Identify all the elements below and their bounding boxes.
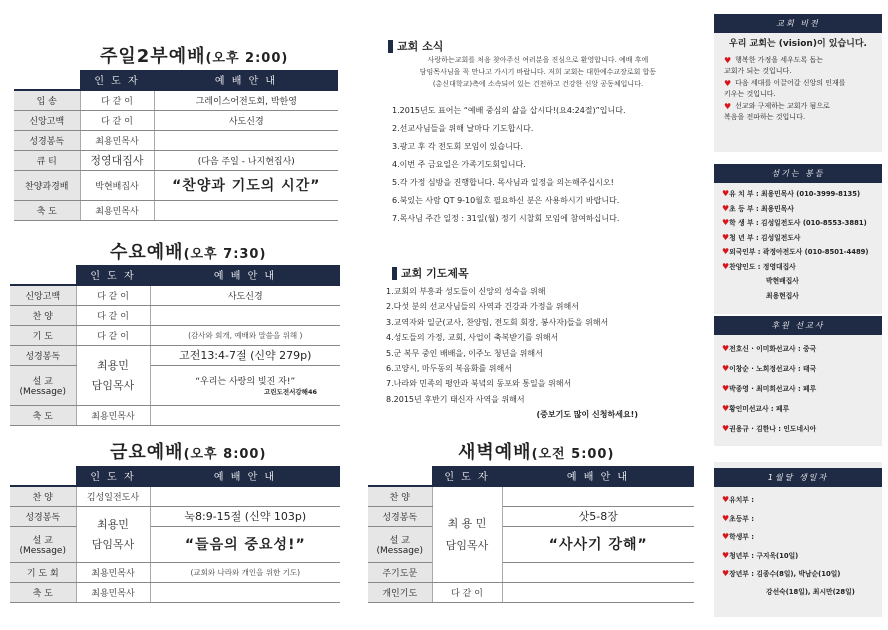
row-leader: 다 같 이 — [80, 110, 154, 130]
preacher-cell — [432, 486, 502, 582]
prayer-item: 4.성도들의 가정, 교회, 사업이 축복받기를 위해서 — [386, 333, 559, 343]
scripture-page: (신약 103p) — [244, 510, 307, 523]
fri-time: (오후 8:00) — [183, 447, 267, 462]
row-label: 개인기도 — [368, 582, 432, 602]
heart-icon: ♥ — [722, 344, 730, 353]
row-leader: 최용민목사 — [80, 130, 154, 150]
row-label: 주기도문 — [368, 562, 432, 582]
scripture-page: (신약 279p) — [250, 349, 312, 362]
staff-item — [722, 187, 874, 202]
staff-extra: 박현배집사 — [766, 277, 799, 285]
message-sub: (Message) — [19, 545, 66, 556]
birthday-item — [722, 565, 874, 584]
staff-item — [722, 245, 874, 260]
row-label: 찬양과경배 — [14, 170, 80, 200]
news-item: 3.광고 후 각 전도회 모임이 있습니다. — [392, 142, 524, 151]
missionary-item — [722, 399, 874, 419]
leader-header: 인 도 자 — [76, 265, 150, 285]
row-leader: 최용민목사 — [76, 405, 150, 425]
row-leader: 김성일전도사 — [76, 486, 150, 506]
row-label: 축 도 — [10, 582, 76, 602]
heart-icon: ♥ — [722, 384, 730, 393]
row-label: 기 도 회 — [10, 562, 76, 582]
vision-item — [724, 55, 872, 78]
prayer-item: 6.고양시, 마두동의 복음화를 위해서 — [386, 363, 512, 373]
prayer-note: (중보기도 많이 신청하세요!) — [536, 410, 638, 420]
preacher-cell — [76, 345, 150, 405]
fri-title-text: 금요예배 — [110, 442, 184, 463]
birthday-text: 학생부 : — [729, 533, 754, 541]
staff-heading: 섬기는 봉들 — [714, 164, 882, 183]
dawn-time: (오전 5:00) — [531, 447, 615, 462]
heart-icon: ♥ — [722, 218, 730, 227]
wednesday-service-title — [110, 238, 266, 264]
heart-icon: ♥ — [722, 203, 730, 213]
heart-icon: ♥ — [722, 232, 730, 242]
row-info: (다음 주일 - 나지현집사) — [154, 150, 338, 170]
prayer-item: 1.교회의 부흥과 성도들이 신앙의 성숙을 위해 — [386, 287, 546, 296]
intro-line: 담임목사님을 꼭 만나고 가시기 바랍니다. 저희 교회는 대한예수교장로회 합동 — [419, 68, 657, 76]
vision-body — [714, 33, 882, 128]
missionary-text: 권용규 · 김한나 : 인도네시아 — [729, 425, 817, 433]
message-label: 설 교 — [32, 535, 53, 546]
news-item: 4.이번 주 금요일은 가족기도회입니다. — [392, 160, 526, 169]
vision-heading: 교회 비전 — [714, 14, 882, 33]
church-news-heading — [388, 38, 443, 54]
guide-header: 예 배 안 내 — [150, 265, 340, 285]
vision-item — [724, 101, 872, 124]
church-news-title: 교회 소식 — [397, 40, 444, 53]
staff-text: 청 년 부 : 김성일전도사 — [729, 233, 801, 242]
heading-bar-icon — [392, 267, 397, 280]
scripture-ref: 삿5-8장 — [502, 506, 694, 526]
heart-icon: ♥ — [722, 532, 730, 541]
row-label: 성경봉독 — [368, 506, 432, 526]
birthday-list — [714, 487, 882, 605]
staff-list — [714, 183, 882, 307]
staff-text: 외국인부 : 곽정아전도사 (010-8501-4489) — [729, 248, 869, 256]
missionary-text: 이창순 · 노희정선교사 : 태국 — [729, 365, 817, 373]
vision-line: 키우는 것입니다. — [724, 90, 776, 98]
news-item: 2.선교사님들을 위해 날마다 기도합시다. — [392, 124, 534, 133]
row-label: 찬 양 — [10, 305, 76, 325]
staff-text: 학 생 부 : 김성일전도사 (010-8553-3881) — [729, 219, 867, 227]
row-label: 큐 티 — [14, 150, 80, 170]
sunday-title-text: 주일2부예배 — [100, 46, 206, 67]
preacher-cell — [76, 506, 150, 562]
dawn-title-text: 새벽예배 — [458, 442, 532, 463]
missionary-text: 전호신 · 이미화선교사 : 중국 — [729, 345, 817, 353]
sunday-service-table — [14, 70, 338, 221]
heart-icon: ♥ — [724, 78, 732, 88]
scripture-ref: 고전13:4-7절 — [179, 349, 247, 362]
heart-icon: ♥ — [722, 404, 730, 413]
row-label: 신앙고백 — [14, 110, 80, 130]
missionary-item — [722, 359, 874, 379]
leader-header: 인 도 자 — [76, 466, 150, 486]
preacher-role: 담임목사 — [445, 539, 489, 553]
birthday-extra: 강선숙(18일), 최시만(28일) — [766, 587, 855, 596]
vision-line: 행복한 가정을 세우도록 돕는 — [735, 55, 823, 64]
sermon-title: “들음의 중요성!” — [150, 526, 340, 562]
row-info: 그레이스어전도회, 박한영 — [154, 90, 338, 110]
heart-icon: ♥ — [724, 55, 732, 65]
message-sub: (Message) — [19, 386, 66, 397]
staff-item — [722, 260, 874, 275]
row-info — [502, 562, 694, 582]
leader-header: 인 도 자 — [432, 466, 502, 486]
row-label: 축 도 — [10, 405, 76, 425]
missionary-text: 황인미선교사 : 페루 — [729, 405, 790, 413]
missionary-list — [714, 335, 882, 443]
row-leader: 다 같 이 — [76, 325, 150, 345]
heart-icon: ♥ — [724, 101, 732, 111]
row-leader: 최용민목사 — [76, 562, 150, 582]
news-item: 6.북있는 사람 QT 9-10월호 필요하신 분은 사용하시기 바랍니다. — [392, 196, 620, 205]
staff-item — [722, 231, 874, 246]
row-label: 성경봉독 — [10, 345, 76, 365]
staff-item — [722, 202, 874, 217]
prayer-item: 5.군 복무 중인 배배을, 이주노 청년을 위해서 — [386, 348, 543, 358]
vision-item — [724, 78, 872, 101]
row-label: 성경봉독 — [14, 130, 80, 150]
sunday-service-title — [100, 42, 288, 68]
friday-service-title — [110, 438, 266, 464]
vision-line: 복음을 전파하는 것입니다. — [724, 113, 806, 121]
staff-text: 유 치 부 : 최용민목사 (010-3999-8135) — [729, 190, 861, 198]
news-item: 7.목사님 주간 일정 : 31일(월) 정기 시찰회 모임에 참여하십니다. — [392, 214, 620, 223]
message-label: 설 교 — [32, 376, 53, 387]
birthday-text: 유치부 : — [729, 496, 754, 504]
friday-service-table — [10, 466, 340, 603]
row-leader: 다 같 이 — [80, 90, 154, 110]
row-label — [10, 526, 76, 562]
vision-lead: 우리 교회는 (vision)이 있습니다. — [729, 39, 867, 49]
birthday-text: 장년부 : 김종수(8일), 박남순(10일) — [729, 570, 841, 578]
sermon-title: “우리는 사랑의 빚진 자!” — [195, 377, 296, 387]
news-item: 5.각 가정 심방을 진행합니다. 목사님과 일정을 의논해주십시오! — [392, 178, 614, 187]
birthday-item — [722, 528, 874, 547]
scripture-cell — [150, 506, 340, 526]
sermon-series: 고린도전서강해46 — [264, 388, 317, 396]
heart-icon: ♥ — [722, 364, 730, 373]
dawn-service-title — [458, 438, 614, 464]
welcome-intro — [382, 54, 694, 90]
heart-icon: ♥ — [722, 550, 730, 560]
prayer-list — [386, 284, 706, 423]
heart-icon: ♥ — [722, 261, 730, 271]
row-info: 사도신경 — [150, 285, 340, 305]
birthday-item — [722, 547, 874, 566]
prayer-item: 3.교역자와 일군(교사, 찬양팀, 전도회 회장, 봉사자)들을 위해서 — [386, 317, 609, 327]
preacher-role: 담임목사 — [91, 379, 135, 392]
vision-line: 선교와 구제하는 교회가 됨으로 — [735, 101, 830, 110]
row-leader: 다 같 이 — [432, 582, 502, 602]
prayer-heading — [392, 265, 469, 281]
row-info: (감사와 회개, 예배와 말씀을 위해 ) — [150, 325, 340, 345]
intro-line: 사랑하는교회를 처음 찾아주신 여러분을 진심으로 환영합니다. 예배 후에 — [427, 56, 649, 64]
scripture-cell — [150, 345, 340, 365]
row-info: “찬양과 기도의 시간” — [154, 170, 338, 200]
leader-header: 인 도 자 — [80, 70, 154, 90]
birthday-text: 청년부 : 구지욱(10일) — [729, 551, 799, 560]
missionary-item — [722, 419, 874, 439]
row-leader: 다 같 이 — [76, 305, 150, 325]
row-info — [154, 200, 338, 220]
preacher-name: 최 용 민 — [447, 517, 487, 531]
staff-item — [722, 216, 874, 231]
row-label: 기 도 — [10, 325, 76, 345]
prayer-item: 8.2015년 후반기 태신자 사역을 위해서 — [386, 394, 525, 404]
news-list — [392, 102, 692, 228]
row-info — [154, 130, 338, 150]
message-sub: (Message) — [376, 545, 423, 556]
row-leader: 최용민목사 — [80, 200, 154, 220]
row-label — [10, 365, 76, 405]
blank-header — [368, 466, 432, 486]
blank-header — [14, 70, 80, 90]
wed-title-text: 수요예배 — [110, 242, 184, 263]
row-leader: 박현배집사 — [80, 170, 154, 200]
intro-line: (총신대학교)측에 소속되어 있는 건전하고 건강한 신앙 공동체입니다. — [432, 80, 644, 88]
vision-line: 교회가 되는 것입니다. — [724, 67, 792, 75]
prayer-title: 교회 기도제목 — [401, 267, 469, 280]
row-info — [150, 405, 340, 425]
missionary-item — [722, 379, 874, 399]
heading-bar-icon — [388, 40, 393, 53]
missionary-item — [722, 339, 874, 359]
row-label: 신앙고백 — [10, 285, 76, 305]
staff-text: 찬양인도 : 정영대집사 — [729, 262, 796, 271]
vision-box — [714, 14, 882, 152]
heart-icon: ♥ — [722, 189, 730, 198]
missionary-box — [714, 316, 882, 446]
birthday-box — [714, 462, 882, 617]
scripture-ref: 눅8:9-15절 — [184, 510, 242, 523]
preacher-name: 최용민 — [97, 359, 129, 372]
row-leader: 최용민목사 — [76, 582, 150, 602]
birthday-item — [722, 510, 874, 529]
row-leader: 다 같 이 — [76, 285, 150, 305]
preacher-name: 최용민 — [97, 518, 129, 531]
birthday-item — [722, 491, 874, 510]
row-label: 성경봉독 — [10, 506, 76, 526]
dawn-service-table — [368, 466, 694, 603]
blank-header — [10, 466, 76, 486]
staff-box — [714, 164, 882, 314]
preacher-role: 담임목사 — [91, 538, 135, 551]
missionary-text: 박종영 · 최미희선교사 : 페루 — [729, 385, 817, 393]
birthday-heading: 1월달 생일자 — [714, 468, 882, 487]
wed-time: (오후 7:30) — [183, 247, 267, 262]
vision-line: 다음 세대를 이끌어갈 신앙의 인재를 — [735, 78, 846, 87]
row-label: 입 송 — [14, 90, 80, 110]
row-info — [150, 486, 340, 506]
staff-text: 초 등 부 : 최용민목사 — [729, 204, 794, 213]
sermon-title: “사사기 강해” — [502, 526, 694, 562]
prayer-item: 7.나라와 민족의 평안과 북녘의 동포와 통일을 위해서 — [386, 379, 572, 389]
heart-icon: ♥ — [722, 424, 730, 433]
heart-icon: ♥ — [722, 495, 730, 504]
sermon-cell — [150, 365, 340, 405]
guide-header: 예 배 안 내 — [154, 70, 338, 90]
heart-icon: ♥ — [722, 569, 730, 578]
sunday-time: (오후 2:00) — [205, 51, 289, 66]
row-info: (교회와 나라와 개인을 위한 기도) — [150, 562, 340, 582]
row-label — [368, 526, 432, 562]
message-label: 설 교 — [389, 535, 410, 546]
row-info — [150, 582, 340, 602]
row-leader: 정영대집사 — [80, 150, 154, 170]
missionary-heading: 후원 선교사 — [714, 316, 882, 335]
row-info — [150, 305, 340, 325]
row-label: 축 도 — [14, 200, 80, 220]
blank-header — [10, 265, 76, 285]
prayer-item: 2.다섯 분의 선교사님들의 사역과 건강과 가정을 위해서 — [386, 302, 579, 312]
row-label: 찬 양 — [10, 486, 76, 506]
staff-extra: 최용현집사 — [766, 291, 799, 300]
news-item: 1.2015년도 표어는 “예배 중심의 삶을 삽시다!(요4:24절)”입니다. — [392, 106, 626, 115]
row-info: 사도신경 — [154, 110, 338, 130]
birthday-text: 초등부 : — [729, 514, 754, 523]
heart-icon: ♥ — [722, 513, 730, 523]
row-label: 찬 양 — [368, 486, 432, 506]
heart-icon: ♥ — [722, 247, 730, 256]
row-info — [502, 582, 694, 602]
guide-header: 예 배 안 내 — [150, 466, 340, 486]
guide-header: 예 배 안 내 — [502, 466, 694, 486]
wednesday-service-table — [10, 265, 340, 426]
row-info — [502, 486, 694, 506]
